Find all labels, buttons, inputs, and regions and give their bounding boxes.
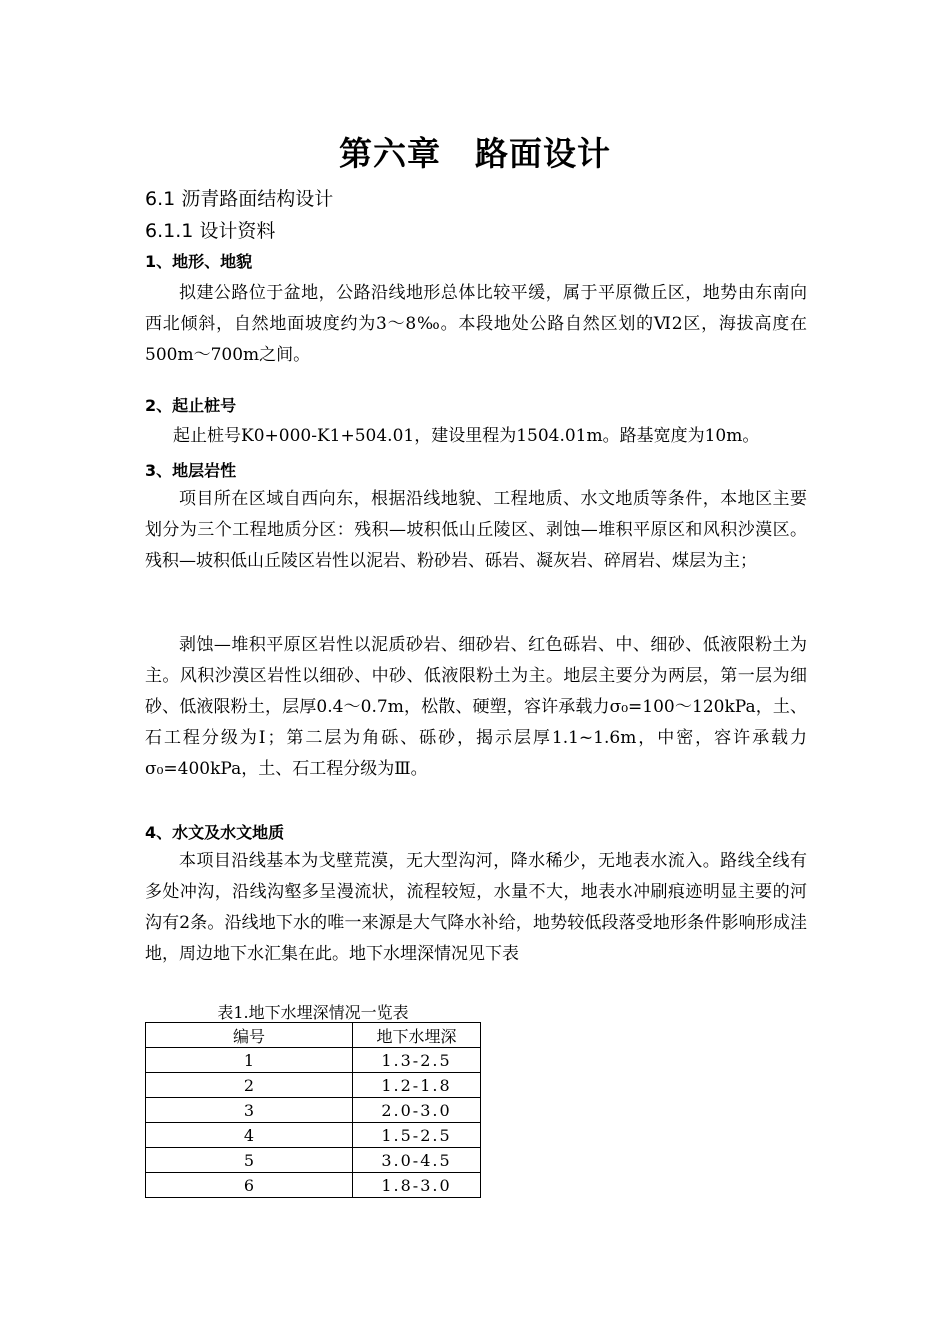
paragraph-stake: 起止桩号K0+000-K1+504.01，建设里程为1504.01m。路基宽度为10m。 (173, 426, 760, 446)
column-header-number: 编号 (146, 1023, 353, 1048)
column-header-depth: 地下水埋深 (353, 1023, 481, 1048)
cell-number: 4 (146, 1123, 353, 1148)
table-row (146, 1098, 481, 1123)
heading-terrain: 1、地形、地貌 (145, 252, 253, 271)
table-row (146, 1073, 481, 1098)
table-caption: 表1.地下水埋深情况一览表 (217, 1003, 409, 1022)
heading-hydro: 4、水文及水文地质 (145, 823, 285, 842)
cell-number: 6 (146, 1173, 353, 1198)
paragraph-strata-2: 剥蚀—堆积平原区岩性以泥质砂岩、细砂岩、红色砾岩、中、细砂、低液限粉土为主。风积沙漠区岩性以细砂、中砂、低液限粉土为主。地层主要分为两层，第一层为细砂、低液限粉土，层厚0.4～0.7m，松散、硬塑，容许承载力σ₀=100～120kPa，土、石工程分级为Ⅰ；第二层为角砾、砾砂，揭示层厚1.1~1.6m，中密，容许承载力σ₀=400kPa，土、石工程分级为Ⅲ。 (145, 635, 807, 779)
cell-number: 5 (146, 1148, 353, 1173)
cell-depth: 2.0-3.0 (353, 1098, 481, 1123)
cell-depth: 3.0-4.5 (353, 1148, 481, 1173)
table-row (146, 1123, 481, 1148)
table-row (146, 1148, 481, 1173)
table-header-row (146, 1023, 481, 1048)
groundwater-table (145, 1022, 481, 1198)
cell-depth: 1.3-2.5 (353, 1048, 481, 1073)
cell-depth: 1.8-3.0 (353, 1173, 481, 1198)
cell-depth: 1.2-1.8 (353, 1073, 481, 1098)
cell-number: 1 (146, 1048, 353, 1073)
paragraph-hydro: 本项目沿线基本为戈壁荒漠，无大型沟河，降水稀少，无地表水流入。路线全线有多处冲沟，沿线沟壑多呈漫流状，流程较短，水量不大，地表水冲刷痕迹明显主要的河沟有2条。沿线地下水的唯一来源是大气降水补给，地势较低段落受地形条件影响形成洼地，周边地下水汇集在此。地下水埋深情况见下表 (145, 851, 807, 964)
table-row (146, 1048, 481, 1073)
cell-number: 2 (146, 1073, 353, 1098)
paragraph-terrain: 拟建公路位于盆地，公路沿线地形总体比较平缓，属于平原微丘区，地势由东南向西北倾斜，自然地面坡度约为3～8‰。本段地处公路自然区划的Ⅵ2区，海拔高度在500m～700m之间。 (145, 283, 807, 365)
heading-strata: 3、地层岩性 (145, 461, 237, 480)
paragraph-strata-1: 项目所在区域自西向东，根据沿线地貌、工程地质、水文地质等条件，本地区主要划分为三个工程地质分区：残积—坡积低山丘陵区、剥蚀—堆积平原区和风积沙漠区。残积—坡积低山丘陵区岩性以泥岩、粉砂岩、砾岩、凝灰岩、碎屑岩、煤层为主； (145, 489, 807, 571)
table-row (146, 1173, 481, 1198)
cell-number: 3 (146, 1098, 353, 1123)
chapter-title: 第六章 路面设计 (339, 134, 611, 173)
section-heading: 6.1 沥青路面结构设计 (145, 188, 334, 210)
heading-stake: 2、起止桩号 (145, 396, 237, 415)
subsection-heading: 6.1.1 设计资料 (145, 220, 276, 242)
cell-depth: 1.5-2.5 (353, 1123, 481, 1148)
